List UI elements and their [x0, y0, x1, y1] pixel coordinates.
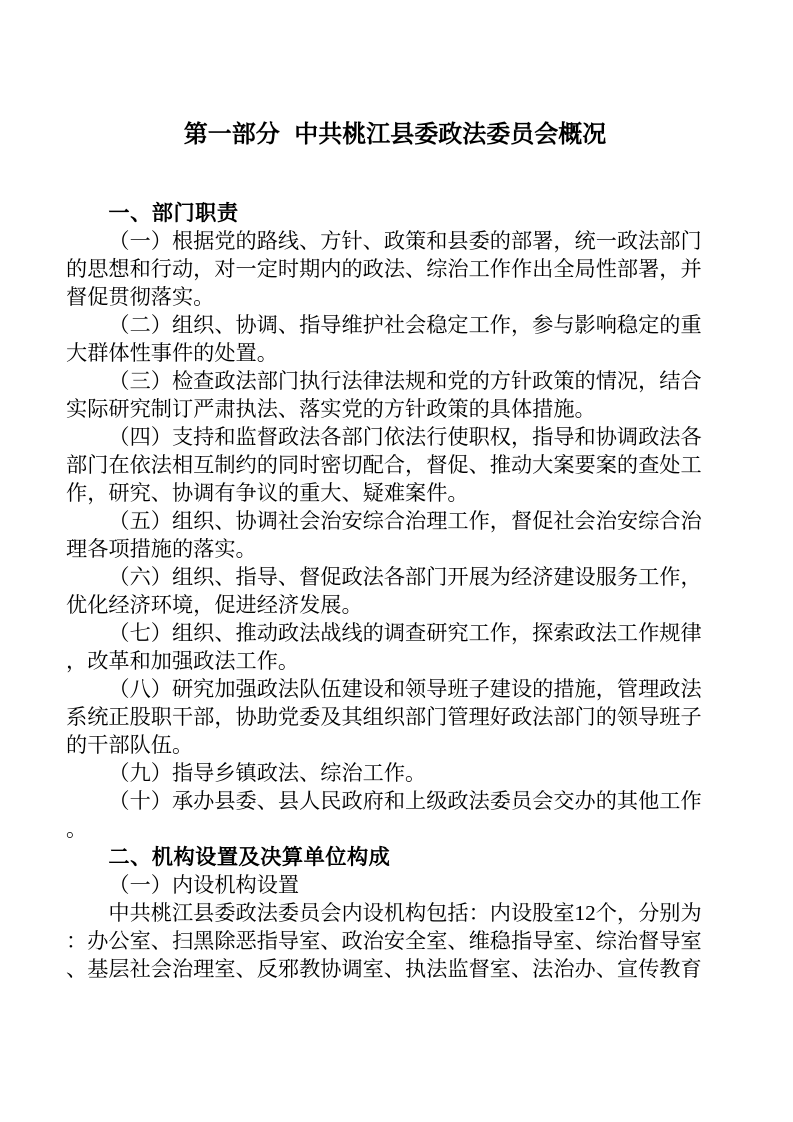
text-line: （一）根据党的路线、方针、政策和县委的部署，统一政法部门 [108, 229, 702, 253]
text-line: （九）指导乡镇政法、综治工作。 [108, 761, 427, 785]
section-heading: 二、机构设置及决算单位构成 [108, 845, 391, 869]
text-line: ，改革和加强政法工作。 [66, 649, 300, 673]
text-line: 的思想和行动，对一定时期内的政法、综治工作作出全局性部署，并 [66, 257, 702, 281]
section-heading: 一、部门职责 [108, 201, 239, 225]
text-line: （五）组织、协调社会治安综合治理工作，督促社会治安综合治 [108, 509, 702, 533]
text-line: （八）研究加强政法队伍建设和领导班子建设的措施，管理政法 [108, 677, 702, 701]
text-line: 作，研究、协调有争议的重大、疑难案件。 [66, 481, 469, 505]
text-line: 中共桃江县委政法委员会内设机构包括：内设股室12个，分别为 [108, 901, 702, 925]
text-line: （一）内设机构设置 [108, 873, 300, 897]
text-line: （四）支持和监督政法各部门依法行使职权，指导和协调政法各 [108, 425, 702, 449]
text-line: 部门在依法相互制约的同时密切配合，督促、推动大案要案的查处工 [66, 453, 702, 477]
document-body [66, 199, 726, 983]
text-line: ：办公室、扫黑除恶指导室、政治安全室、维稳指导室、综治督导室 [66, 929, 702, 953]
text-line: 实际研究制订严肃执法、落实党的方针政策的具体措施。 [66, 397, 596, 421]
text-line: 理各项措施的落实。 [66, 537, 257, 561]
text-line: （十）承办县委、县人民政府和上级政法委员会交办的其他工作 [108, 789, 702, 813]
text-line: 、基层社会治理室、反邪教协调室、执法监督室、法治办、宣传教育 [66, 957, 702, 981]
text-line: （六）组织、指导、督促政法各部门开展为经济建设服务工作， [108, 565, 702, 589]
text-line: （三）检查政法部门执行法律法规和党的方针政策的情况，结合 [108, 369, 702, 393]
text-line: 。 [66, 817, 88, 841]
text-line: 系统正股职干部，协助党委及其组织部门管理好政法部门的领导班子 [66, 705, 702, 729]
text-line: 的干部队伍。 [66, 733, 194, 757]
text-line: （七）组织、推动政法战线的调查研究工作，探索政法工作规律 [108, 621, 702, 645]
text-line: （二）组织、协调、指导维护社会稳定工作，参与影响稳定的重 [108, 313, 702, 337]
page-title: 第一部分 中共桃江县委政法委员会概况 [183, 122, 607, 148]
text-line: 大群体性事件的处置。 [66, 341, 278, 365]
text-line: 督促贯彻落实。 [66, 285, 215, 309]
text-line: 优化经济环境，促进经济发展。 [66, 593, 363, 617]
